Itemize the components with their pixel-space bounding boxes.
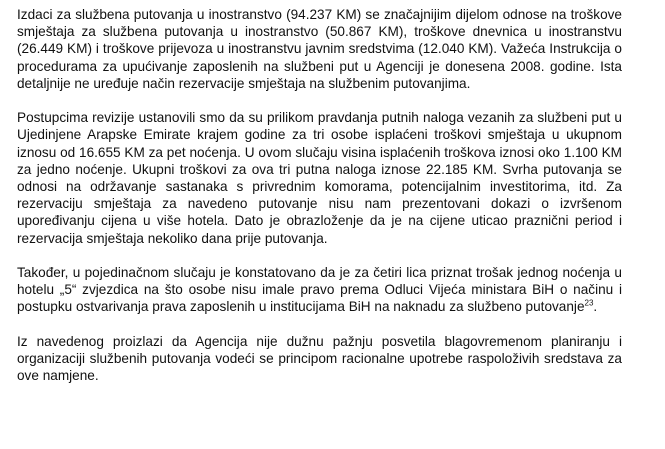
paragraph-hotel-text: Također, u pojedinačnom slučaju je konstatovano da je za četiri lica priznat trošak jednog noćenja u hotelu „5“ zvjezdica na što osobe nisu imale pravo prema Odluci Vijeća ministara BiH o načinu i postupku ostvarivanja prava zaposlenih u institucijama BiH na naknadu za službeno putovanje [17,265,622,315]
paragraph-hotel-trail: . [593,299,598,315]
paragraph-conclusion: Iz navedenog proizlazi da Agencija nije dužnu pažnju posvetila blagovremenom planiranju i organizaciji službenih putovanja vodeći se principom racionalne upotrebe raspoloživih sredstava za ove namjene. [17,333,622,384]
document-body [17,6,622,384]
paragraph-travel-expenses: Izdaci za službena putovanja u inostranstvo (94.237 KM) se značajnijim dijelom odnose na troškove smještaja za službena putovanja u inostranstvo (50.867 KM), troškove dnevnica u inostranstvu (26.449 KM) i troškove prijevoza u inostranstvu javnim sredstvima (12.040 KM). Važeća Instrukcija o procedurama za upućivanje zaposlenih na službeni put u Agenciji je donesena 2008. godine. Ista detaljnije ne uređuje način rezervacije smještaja na službenim putovanjima. [17,7,622,91]
paragraph-hotel-five-star [17,264,622,316]
footnote-reference[interactable]: 23 [584,298,594,308]
paragraph-uae-trip-audit: Postupcima revizije ustanovili smo da su prilikom pravdanja putnih naloga vezanih za službeni put u Ujedinjene Arapske Emirate krajem godine za tri osobe isplaćeni troškovi smještaja u ukupnom iznosu od 16.655 KM za pet noćenja. U ovom slučaju visina isplaćenih troškova iznosi oko 1.100 KM za jedno noćenje. Ukupni troškovi za ova tri putna naloga iznose 22.185 KM. Svrha putovanja se odnosi na održavanje sastanaka s privrednim komorama, potencijalnim investitorima, itd. Za rezervaciju smještaja za navedeno putovanje nisu nam prezentovani dokazi o izvršenom upoređivanju cijena u više hotela. Dato je obrazloženje da je na cijene uticao praznični period i rezervacija smještaja nekoliko dana prije putovanja. [17,110,622,246]
